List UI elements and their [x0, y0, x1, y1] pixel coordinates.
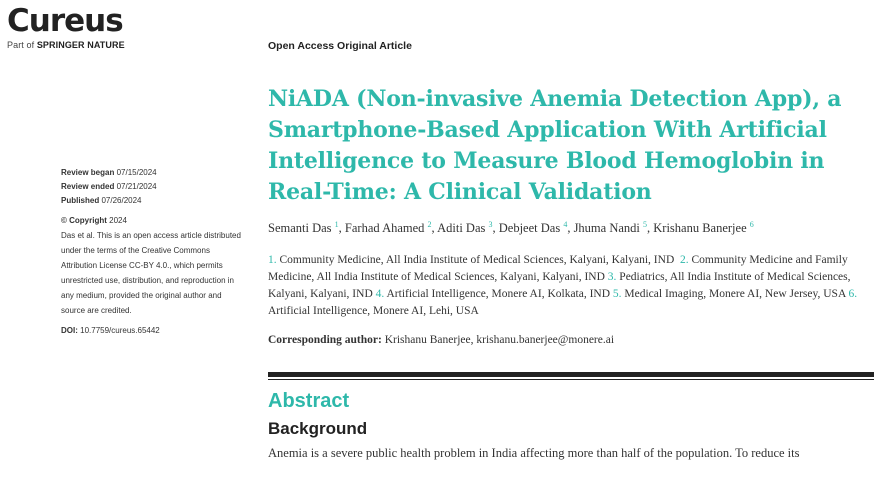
copyright-label: © Copyright	[61, 216, 107, 225]
published-label: Published	[61, 196, 100, 205]
article-meta-sidebar	[61, 166, 246, 338]
copyright	[61, 214, 246, 228]
published-date: 07/26/2024	[101, 196, 142, 205]
affiliation-item: 6. Artificial Intelligence, Monere AI, Lehi, USA	[268, 288, 858, 318]
section-divider	[268, 372, 874, 377]
affiliation-item: 3. Pediatrics, All India Institute of Medical Sciences, Kalyani, Kalyani, IND	[268, 271, 851, 301]
corresponding-contact[interactable]: Krishanu Banerjee, krishanu.banerjee@monere.ai	[384, 334, 615, 347]
author[interactable]: Aditi Das $^3$	[437, 220, 493, 236]
logo-tagline	[7, 40, 125, 50]
abstract-heading: Abstract	[268, 390, 350, 413]
author[interactable]: Debjeet Das $^4$	[498, 220, 568, 236]
affiliation-item: 5. Medical Imaging, Monere AI, New Jersey, USA	[612, 288, 846, 301]
affiliations	[268, 252, 874, 320]
author-list: Semanti Das $^1$, Farhad Ahamed $^2$, Aditi Das $^3$, Debjeet Das $^4$, Jhuma Nandi $^5$, Krishanu Banerjee $^6$	[268, 220, 754, 236]
published	[61, 194, 246, 208]
author[interactable]: Jhuma Nandi $^5$	[573, 220, 647, 236]
copyright-year: 2024	[109, 216, 127, 225]
corresponding-label: Corresponding author:	[268, 334, 382, 347]
review-ended-date: 07/21/2024	[116, 182, 157, 191]
background-heading: Background	[268, 419, 368, 439]
article-type: Open Access Original Article	[268, 40, 412, 52]
article-title: NiADA (Non-invasive Anemia Detection App), a Smartphone-Based Application With Artificial Intelligence to Measure Blood Hemoglobin in Real-Time: A Clinical Validation	[268, 86, 842, 205]
tagline-brand: SPRINGER NATURE	[36, 40, 125, 50]
corresponding-author	[268, 334, 874, 346]
affiliation-item: 1. Community Medicine, All India Institute of Medical Sciences, Kalyani, Kalyani, IND	[268, 254, 675, 267]
review-began-date: 07/15/2024	[116, 168, 157, 177]
review-began-label: Review began	[61, 168, 115, 177]
affiliation-item: 2. Community Medicine and Family Medicine, All India Institute of Medical Sciences, Kalyani, Kalyani, IND	[268, 254, 848, 284]
tagline-prefix: Part of	[7, 40, 35, 50]
author[interactable]: Semanti Das $^1$	[268, 220, 339, 236]
doi-label: DOI:	[61, 326, 78, 335]
section-divider-thin	[268, 379, 874, 380]
review-ended	[61, 180, 246, 194]
review-began	[61, 166, 246, 180]
author[interactable]: Krishanu Banerjee $^6$	[653, 220, 754, 236]
article-main	[268, 84, 874, 461]
logo-wordmark: Cureus	[7, 3, 123, 39]
license-text: Das et al. This is an open access article distributed under the terms of the Creative Commons Attribution License CC-BY 4.0., which permits unrestricted use, distribution, and reproduction in any medium, provided the original author and source are credited.	[61, 231, 241, 315]
affiliation-item: 4. Artificial Intelligence, Monere AI, Kolkata, IND	[375, 288, 611, 301]
author[interactable]: Farhad Ahamed $^2$	[344, 220, 432, 236]
cureus-logo[interactable]	[7, 3, 125, 50]
review-ended-label: Review ended	[61, 182, 115, 191]
doi-link[interactable]: 10.7759/cureus.65442	[80, 326, 160, 335]
doi	[61, 324, 246, 338]
abstract-text: Anemia is a severe public health problem in India affecting more than half of the population. To reduce its	[268, 446, 800, 461]
